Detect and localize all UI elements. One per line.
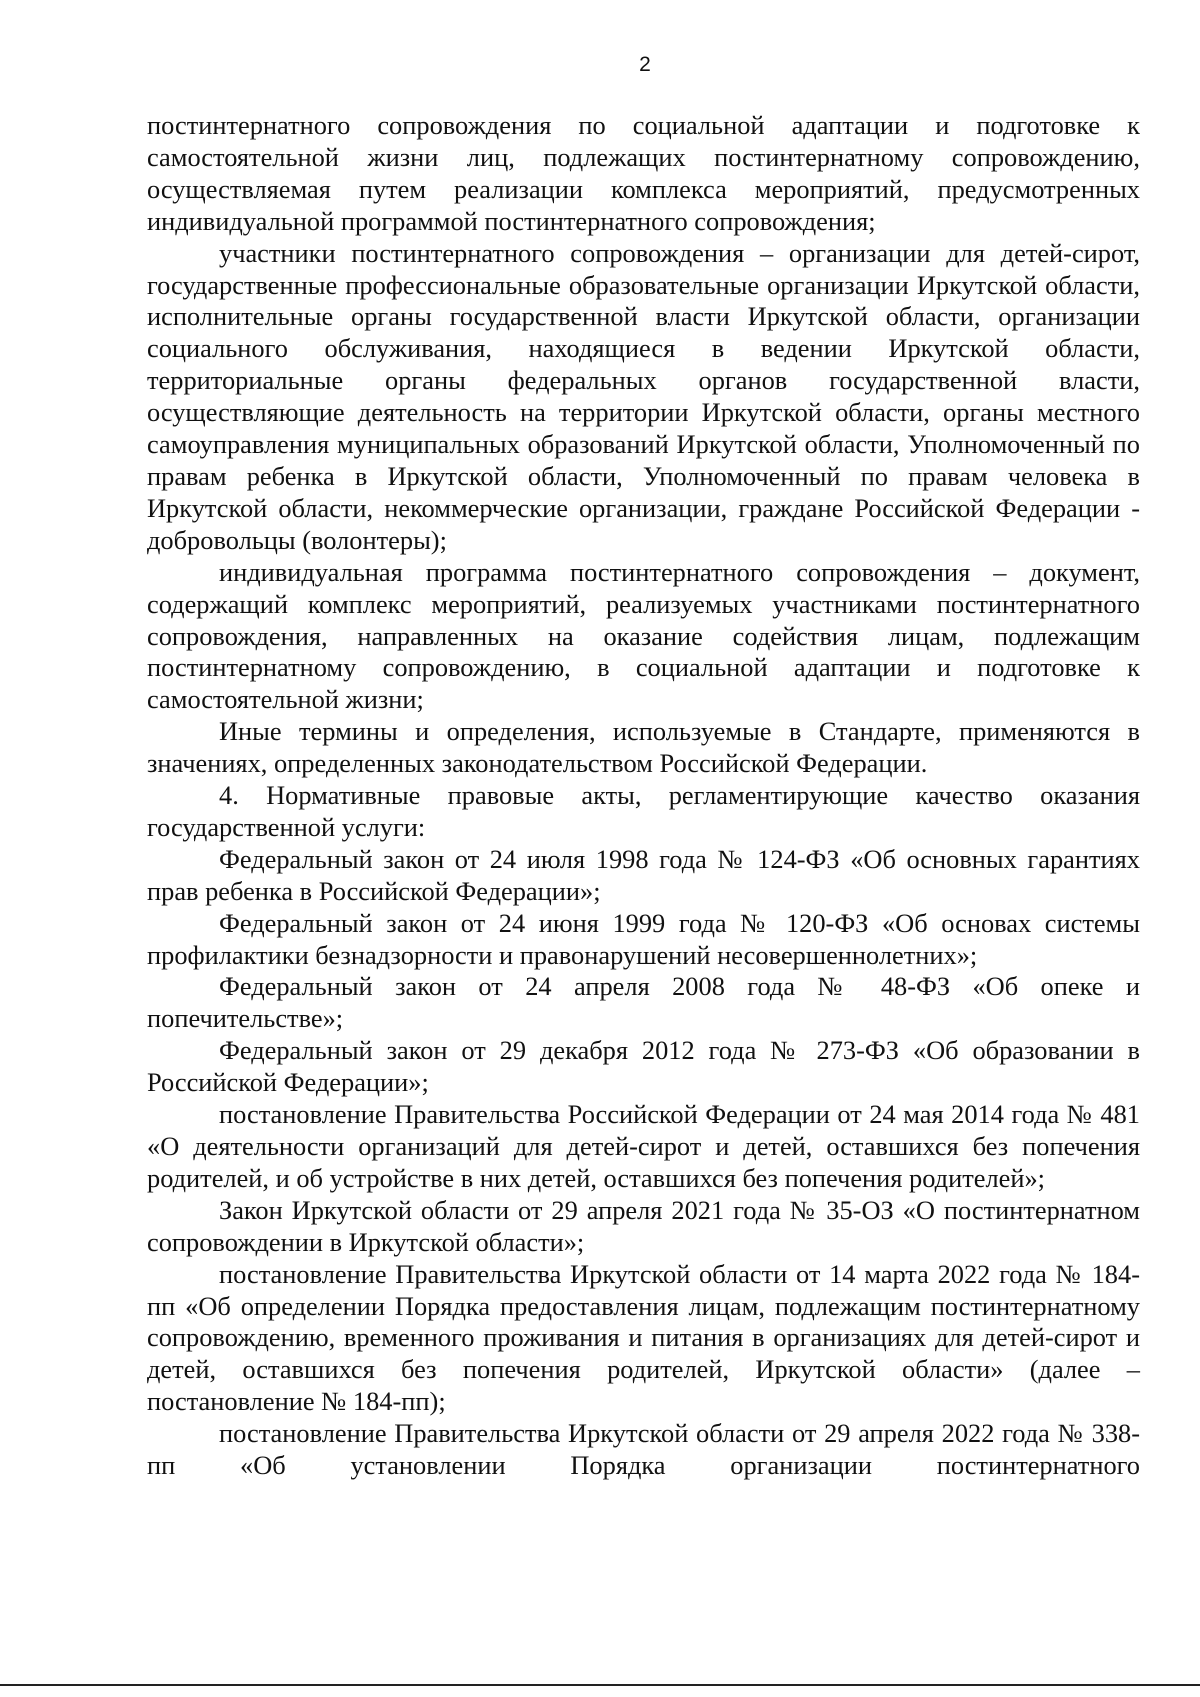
- paragraph: Федеральный закон от 24 июня 1999 года № 120-ФЗ «Об основах системы профилактики безнадзорности и правонарушений несовершеннолетних»;: [147, 907, 1140, 970]
- page-bottom-rule: [0, 1684, 1200, 1686]
- paragraph: Федеральный закон от 24 июля 1998 года № 124-ФЗ «Об основных гарантиях прав ребенка в Российской Федерации»;: [147, 843, 1140, 906]
- paragraph: Федеральный закон от 29 декабря 2012 года № 273-ФЗ «Об образовании в Российской Федерации»;: [147, 1035, 1140, 1098]
- page-number: 2: [639, 53, 651, 76]
- paragraph: Иные термины и определения, используемые в Стандарте, применяются в значениях, определенных законодательством Российской Федерации.: [147, 716, 1140, 779]
- paragraph: постановление Правительства Российской Федерации от 24 мая 2014 года № 481 «О деятельности организаций для детей-сирот и детей, оставшихся без попечения родителей, и об устройстве в них детей, оставшихся без попечения родителей»;: [147, 1099, 1140, 1193]
- paragraph: постановление Правительства Иркутской области от 29 апреля 2022 года № 338-пп «Об установлении Порядка организации постинтернатного: [147, 1418, 1140, 1481]
- paragraph: индивидуальная программа постинтернатного сопровождения – документ, содержащий комплекс мероприятий, реализуемых участниками постинтернатного сопровождения, направленных на оказание содействия лицам, подлежащим постинтернатному сопровождению, в социальной адаптации и подготовке к самостоятельной жизни;: [147, 556, 1140, 715]
- paragraph: 4. Нормативные правовые акты, регламентирующие качество оказания государственной услуги:: [147, 780, 1140, 842]
- paragraph: постинтернатного сопровождения по социальной адаптации и подготовке к самостоятельной жизни лиц, подлежащих постинтернатному сопровождению, осуществляемая путем реализации комплекса мероприятий, предусмотренных индивидуальной программой постинтернатного сопровождения;: [147, 110, 1140, 236]
- paragraph: Федеральный закон от 24 апреля 2008 года № 48-ФЗ «Об опеке и попечительстве»;: [147, 971, 1140, 1034]
- paragraph: участники постинтернатного сопровождения – организации для детей-сирот, государственные профессиональные образовательные организации Иркутской области, исполнительные органы государственной власти Иркутской области, организации социального обслуживания, находящиеся в ведении Иркутской области, территориальные органы федеральных органов государственной власти, осуществляющие деятельность на территории Иркутской области, органы местного самоуправления муниципальных образований Иркутской области, Уполномоченный по правам ребенка в Иркутской области, Уполномоченный по правам человека в Иркутской области, некоммерческие организации, граждане Российской Федерации - добровольцы (волонтеры);: [147, 237, 1140, 555]
- paragraph: постановление Правительства Иркутской области от 14 марта 2022 года № 184-пп «Об определении Порядка предоставления лицам, подлежащим постинтернатному сопровождению, временного проживания и питания в организациях для детей-сирот и детей, оставшихся без попечения родителей, Иркутской области» (далее – постановление № 184-пп);: [147, 1258, 1140, 1417]
- paragraph: Закон Иркутской области от 29 апреля 2021 года № 35-ОЗ «О постинтернатном сопровождении в Иркутской области»;: [147, 1194, 1140, 1257]
- document-body: [147, 110, 1140, 1482]
